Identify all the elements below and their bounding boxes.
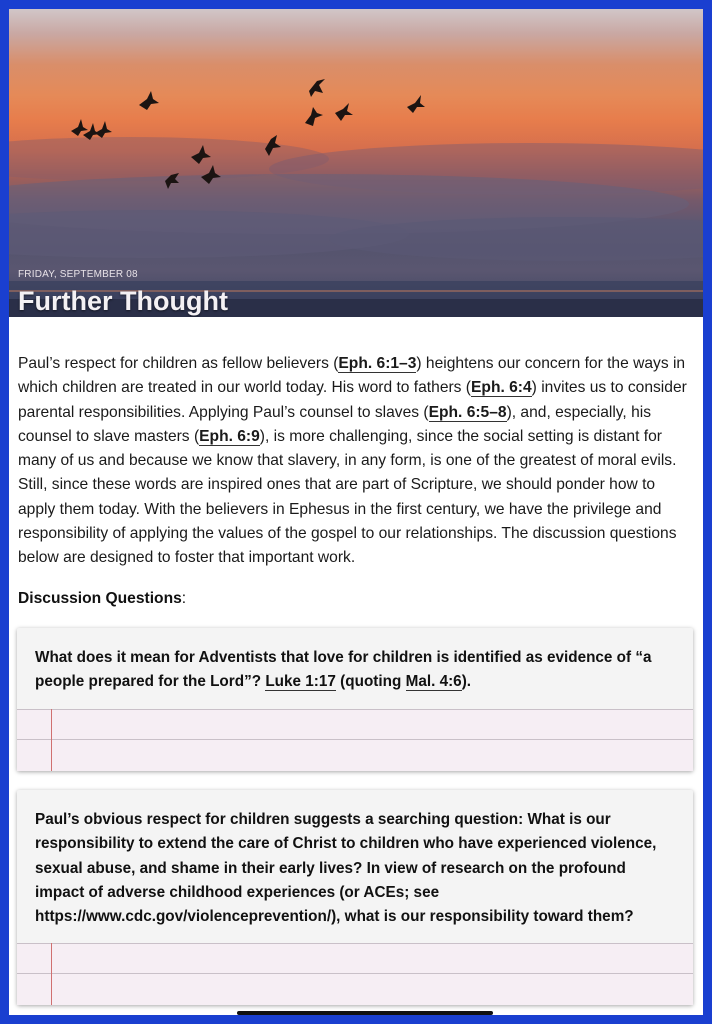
paragraph-text: ), is more challenging, since the social setting is distant for many of us and because we know that slavery, in any form, is one of the greatest of moral evils. Still, since these words are inspired ones that are part of Scripture, we should ponder how to apply them today. With the believers in Ephesus in the first century, we have the privilege and responsibility of applying the values of the gospel to our relationships. The discussion questions below are designed to foster that important work.: [18, 427, 677, 567]
question-1-text: What does it mean for Adventists that love for children is identified as evidence of “a people prepared for the Lord”?: [35, 649, 652, 691]
hero-image: [9, 9, 703, 317]
question-text-2: Paul’s obvious respect for children suggests a searching question: What is our responsibility to extend the care of Christ to children who have experienced violence, sexual abuse, and shame in their early lives? In view of research on the profound impact of adverse childhood experiences (or ACEs; see https://www.cdc.gov/violenceprevention/), what is our responsibility toward them?: [35, 811, 657, 926]
lesson-date: FRIDAY, SEPTEMBER 08: [18, 269, 138, 280]
paragraph-text: ) invites us to consider parental responsibilities. Applying Paul’s counsel to slaves (: [18, 379, 687, 421]
paragraph-text: ) heightens our concern for the ways in which children are treated in our world today. His word to fathers (: [18, 355, 686, 397]
paragraph-text: ), and, especially, his counsel to slave masters (: [18, 403, 652, 445]
bible-link-eph-6-4[interactable]: Eph. 6:4: [471, 379, 532, 397]
paragraph-text: Paul’s respect for children as fellow believers (: [18, 355, 339, 372]
bible-link-eph-6-1-3[interactable]: Eph. 6:1–3: [338, 355, 417, 372]
answer-field-2[interactable]: [17, 943, 693, 1005]
lesson-content: [18, 317, 696, 608]
bible-link-luke-1-17[interactable]: Luke 1:17: [265, 673, 336, 691]
question-card-2: [17, 790, 693, 1005]
question-text-1: [17, 628, 693, 695]
question-1-text: ).: [461, 673, 472, 691]
discussion-label: Discussion Questions: [18, 589, 182, 607]
bible-link-mal-4-6[interactable]: Mal. 4:6: [405, 673, 462, 691]
lesson-title: Further Thought: [18, 286, 228, 316]
discussion-colon: :: [181, 589, 187, 607]
answer-field-1[interactable]: [17, 709, 693, 771]
rule-line: [17, 943, 693, 944]
bible-link-eph-6-5-8[interactable]: Eph. 6:5–8: [428, 403, 507, 421]
lesson-paragraph: [18, 352, 696, 571]
margin-line: [51, 709, 52, 771]
margin-line: [51, 943, 52, 1005]
question-card-1: [17, 628, 693, 771]
bible-link-eph-6-9[interactable]: Eph. 6:9: [199, 427, 260, 445]
rule-line: [17, 709, 693, 710]
home-indicator[interactable]: [237, 1011, 493, 1015]
rule-line: [17, 739, 693, 740]
rule-line: [17, 973, 693, 974]
question-1-text: (quoting: [335, 673, 406, 691]
discussion-heading: [18, 590, 696, 608]
app-frame: [9, 9, 703, 1015]
